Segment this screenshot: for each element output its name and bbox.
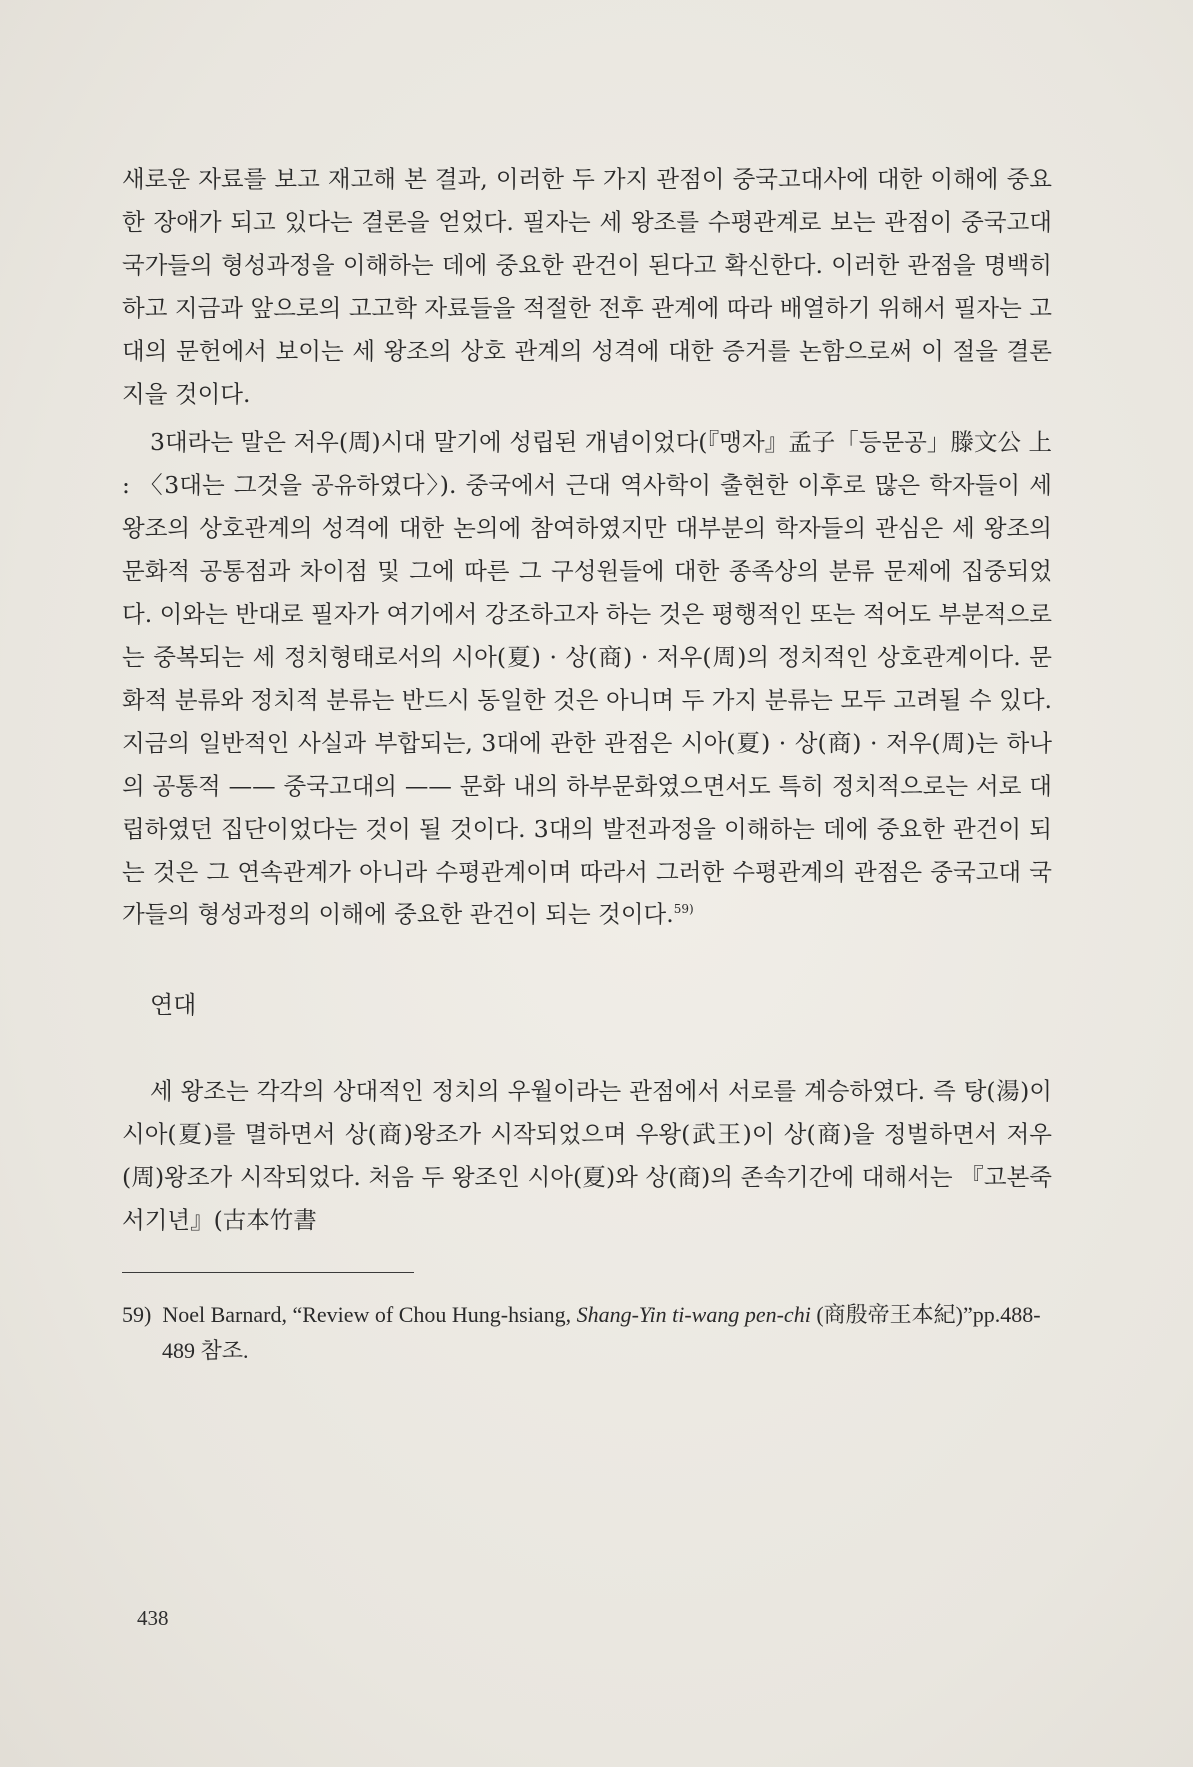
footnote-reference: 59) [673, 902, 694, 917]
body-paragraph-2-text: 3대라는 말은 저우(周)시대 말기에 성립된 개념이었다(『맹자』孟子「등문공」滕文公 上 : 〈3대는 그것을 공유하였다〉). 중국에서 근대 역사학이 출현한 이후로 많은 학자들이 세 왕조의 상호관계의 성격에 대한 논의에 참여하였지만 대부분의 학자들의 관심은 세 왕조의 문화적 공통점과 차이점 및 그에 따른 그 구성원들에 대한 종족상의 분류 문제에 집중되었다. 이와는 반대로 필자가 여기에서 강조하고자 하는 것은 평행적인 또는 적어도 부분적으로는 중복되는 세 정치형태로서의 시아(夏) · 상(商) · 저우(周)의 정치적인 상호관계이다. 문화적 분류와 정치적 분류는 반드시 동일한 것은 아니며 두 가지 분류는 모두 고려될 수 있다. 지금의 일반적인 사실과 부합되는, 3대에 관한 관점은 시아(夏) · 상(商) · 저우(周)는 하나의 공통적 —— 중국고대의 —— 문화 내의 하부문화였으면서도 특히 정치적으로는 서로 대립하였던 집단이었다는 것이 될 것이다. 3대의 발전과정을 이해하는 데에 중요한 관건이 되는 것은 그 연속관계가 아니라 수평관계이며 따라서 그러한 수평관계의 관점은 중국고대 국가들의 형성과정의 이해에 중요한 관건이 되는 것이다. [122, 428, 1052, 929]
footnote-text-after: (商殷帝王本紀)”pp.488-489 참조. [162, 1301, 1041, 1363]
body-paragraph-2 [122, 421, 1052, 936]
body-paragraph-1: 새로운 자료를 보고 재고해 본 결과, 이러한 두 가지 관점이 중국고대사에 대한 이해에 중요한 장애가 되고 있다는 결론을 얻었다. 필자는 세 왕조를 수평관계로 보는 관점이 중국고대 국가들의 형성과정을 이해하는 데에 중요한 관건이 된다고 확신한다. 이러한 관점을 명백히 하고 지금과 앞으로의 고고학 자료들을 적절한 전후 관계에 따라 배열하기 위해서 필자는 고대의 문헌에서 보이는 세 왕조의 상호 관계의 성격에 대한 증거를 논함으로써 이 절을 결론지을 것이다. [122, 165, 1052, 408]
footnote [122, 1297, 1052, 1369]
page-number: 438 [137, 1606, 169, 1630]
section-heading: 연대 [150, 991, 197, 1020]
footnote-number: 59) [122, 1301, 152, 1327]
footnote-title: Shang-Yin ti-wang pen-chi [576, 1301, 811, 1327]
section-paragraph: 세 왕조는 각각의 상대적인 정치의 우월이라는 관점에서 서로를 계승하였다. 즉 탕(湯)이 시아(夏)를 멸하면서 상(商)왕조가 시작되었으며 우왕(武王)이 상(商)을 정벌하면서 저우(周)왕조가 시작되었다. 처음 두 왕조인 시아(夏)와 상(商)의 존속기간에 대해서는 『고본죽서기년』(古本竹書 [122, 1077, 1052, 1235]
footnote-divider [122, 1272, 414, 1273]
page-content [122, 158, 1052, 1369]
footnote-text-before: Noel Barnard, “Review of Chou Hung-hsiang, [162, 1301, 577, 1327]
